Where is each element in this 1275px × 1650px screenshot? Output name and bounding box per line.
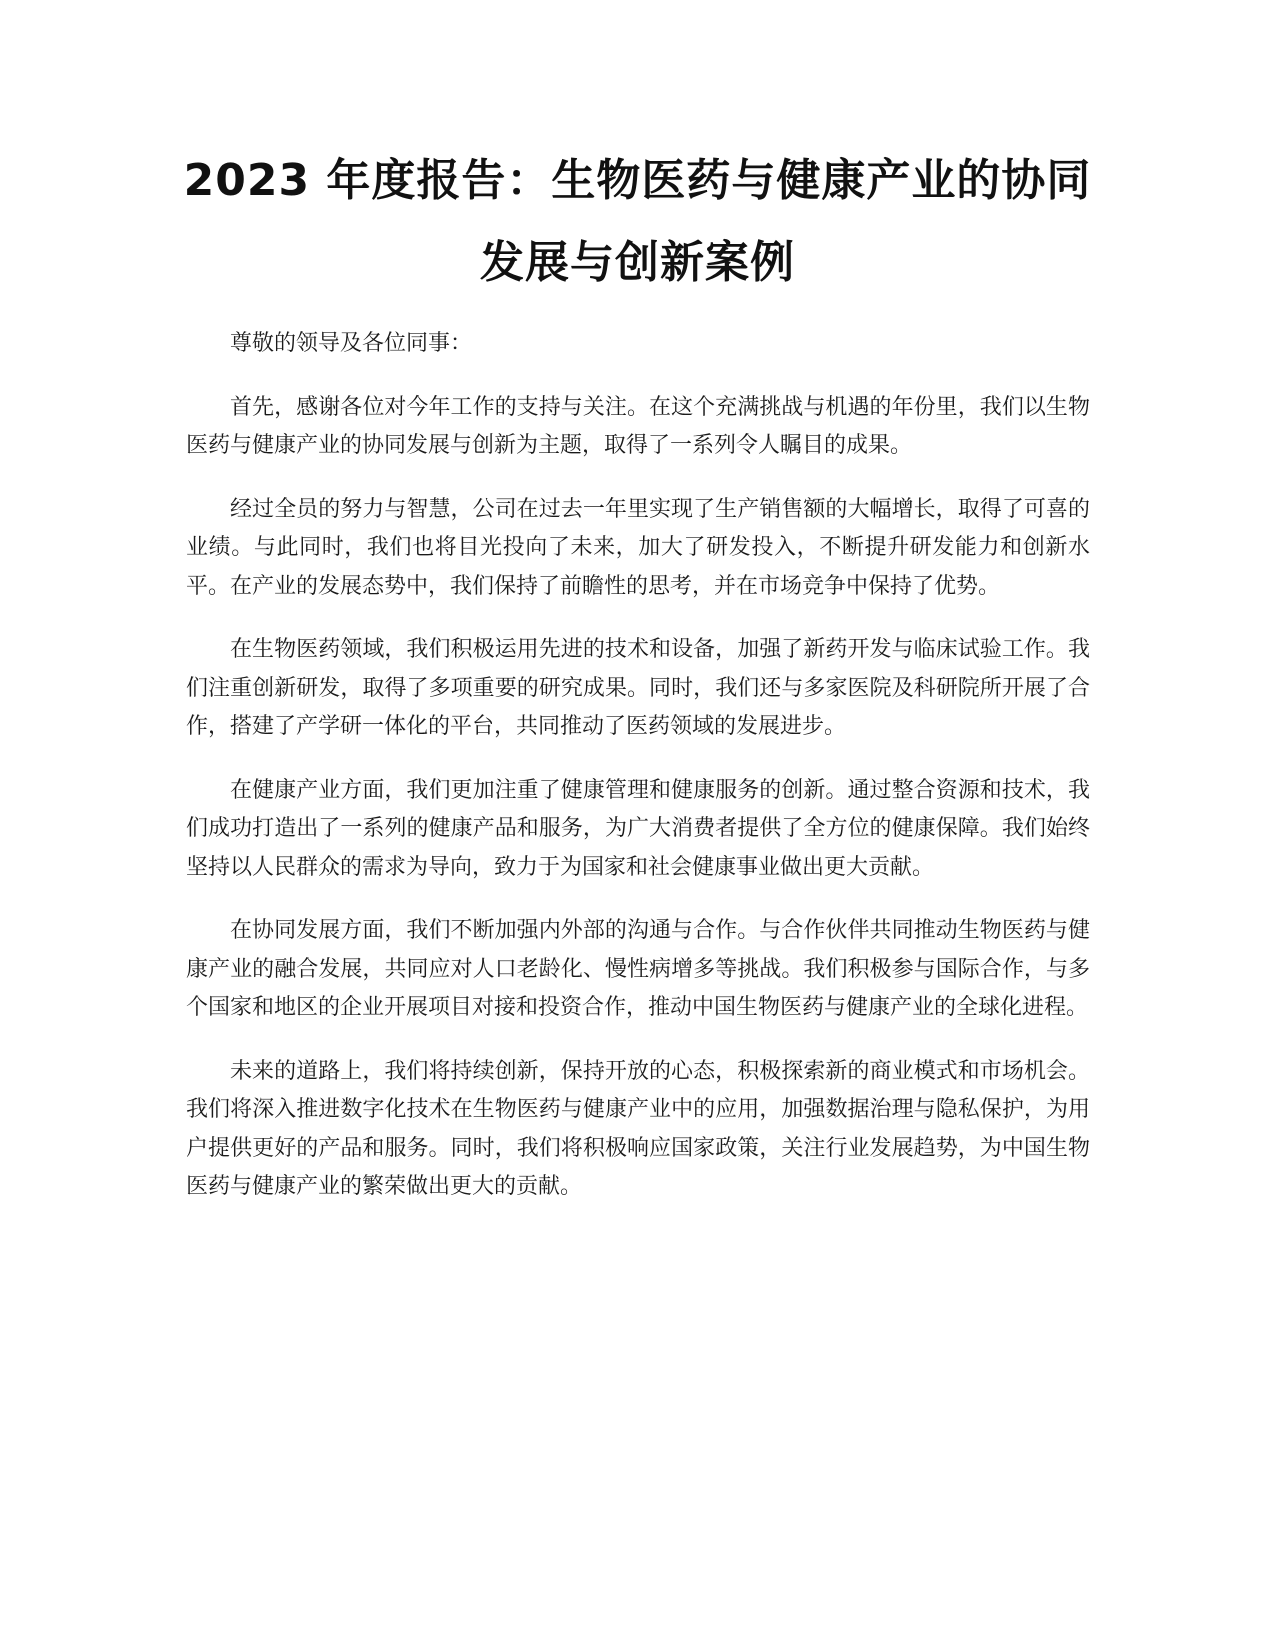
title-line-1: 2023 年度报告：生物医药与健康产业的协同 <box>183 155 1092 206</box>
paragraph: 未来的道路上，我们将持续创新，保持开放的心态，积极探索新的商业模式和市场机会。我们将深入推进数字化技术在生物医药与健康产业中的应用，加强数据治理与隐私保护，为用户提供更好的产品和服务。同时，我们将积极响应国家政策，关注行业发展趋势，为中国生物医药与健康产业的繁荣做出更大的贡献。 <box>186 1058 1090 1199</box>
paragraph: 首先，感谢各位对今年工作的支持与关注。在这个充满挑战与机遇的年份里，我们以生物医药与健康产业的协同发展与创新为主题，取得了一系列令人瞩目的成果。 <box>186 394 1090 458</box>
paragraph: 经过全员的努力与智慧，公司在过去一年里实现了生产销售额的大幅增长，取得了可喜的业绩。与此同时，我们也将目光投向了未来，加大了研发投入，不断提升研发能力和创新水平。在产业的发展态势中，我们保持了前瞻性的思考，并在市场竞争中保持了优势。 <box>186 496 1090 599</box>
paragraph: 在协同发展方面，我们不断加强内外部的沟通与合作。与合作伙伴共同推动生物医药与健康产业的融合发展，共同应对人口老龄化、慢性病增多等挑战。我们积极参与国际合作，与多个国家和地区的企业开展项目对接和投资合作，推动中国生物医药与健康产业的全球化进程。 <box>186 918 1090 1020</box>
paragraph: 在健康产业方面，我们更加注重了健康管理和健康服务的创新。通过整合资源和技术，我们成功打造出了一系列的健康产品和服务，为广大消费者提供了全方位的健康保障。我们始终坚持以人民群众的需求为导向，致力于为国家和社会健康事业做出更大贡献。 <box>186 777 1090 880</box>
paragraph: 在生物医药领域，我们积极运用先进的技术和设备，加强了新药开发与临床试验工作。我们注重创新研发，取得了多项重要的研究成果。同时，我们还与多家医院及科研院所开展了合作，搭建了产学研一体化的平台，共同推动了医药领域的发展进步。 <box>186 637 1090 739</box>
title-line-2: 发展与创新案例 <box>480 237 795 288</box>
document-body <box>186 325 1090 1232</box>
greeting: 尊敬的领导及各位同事： <box>230 331 473 356</box>
document-title <box>150 140 1125 304</box>
